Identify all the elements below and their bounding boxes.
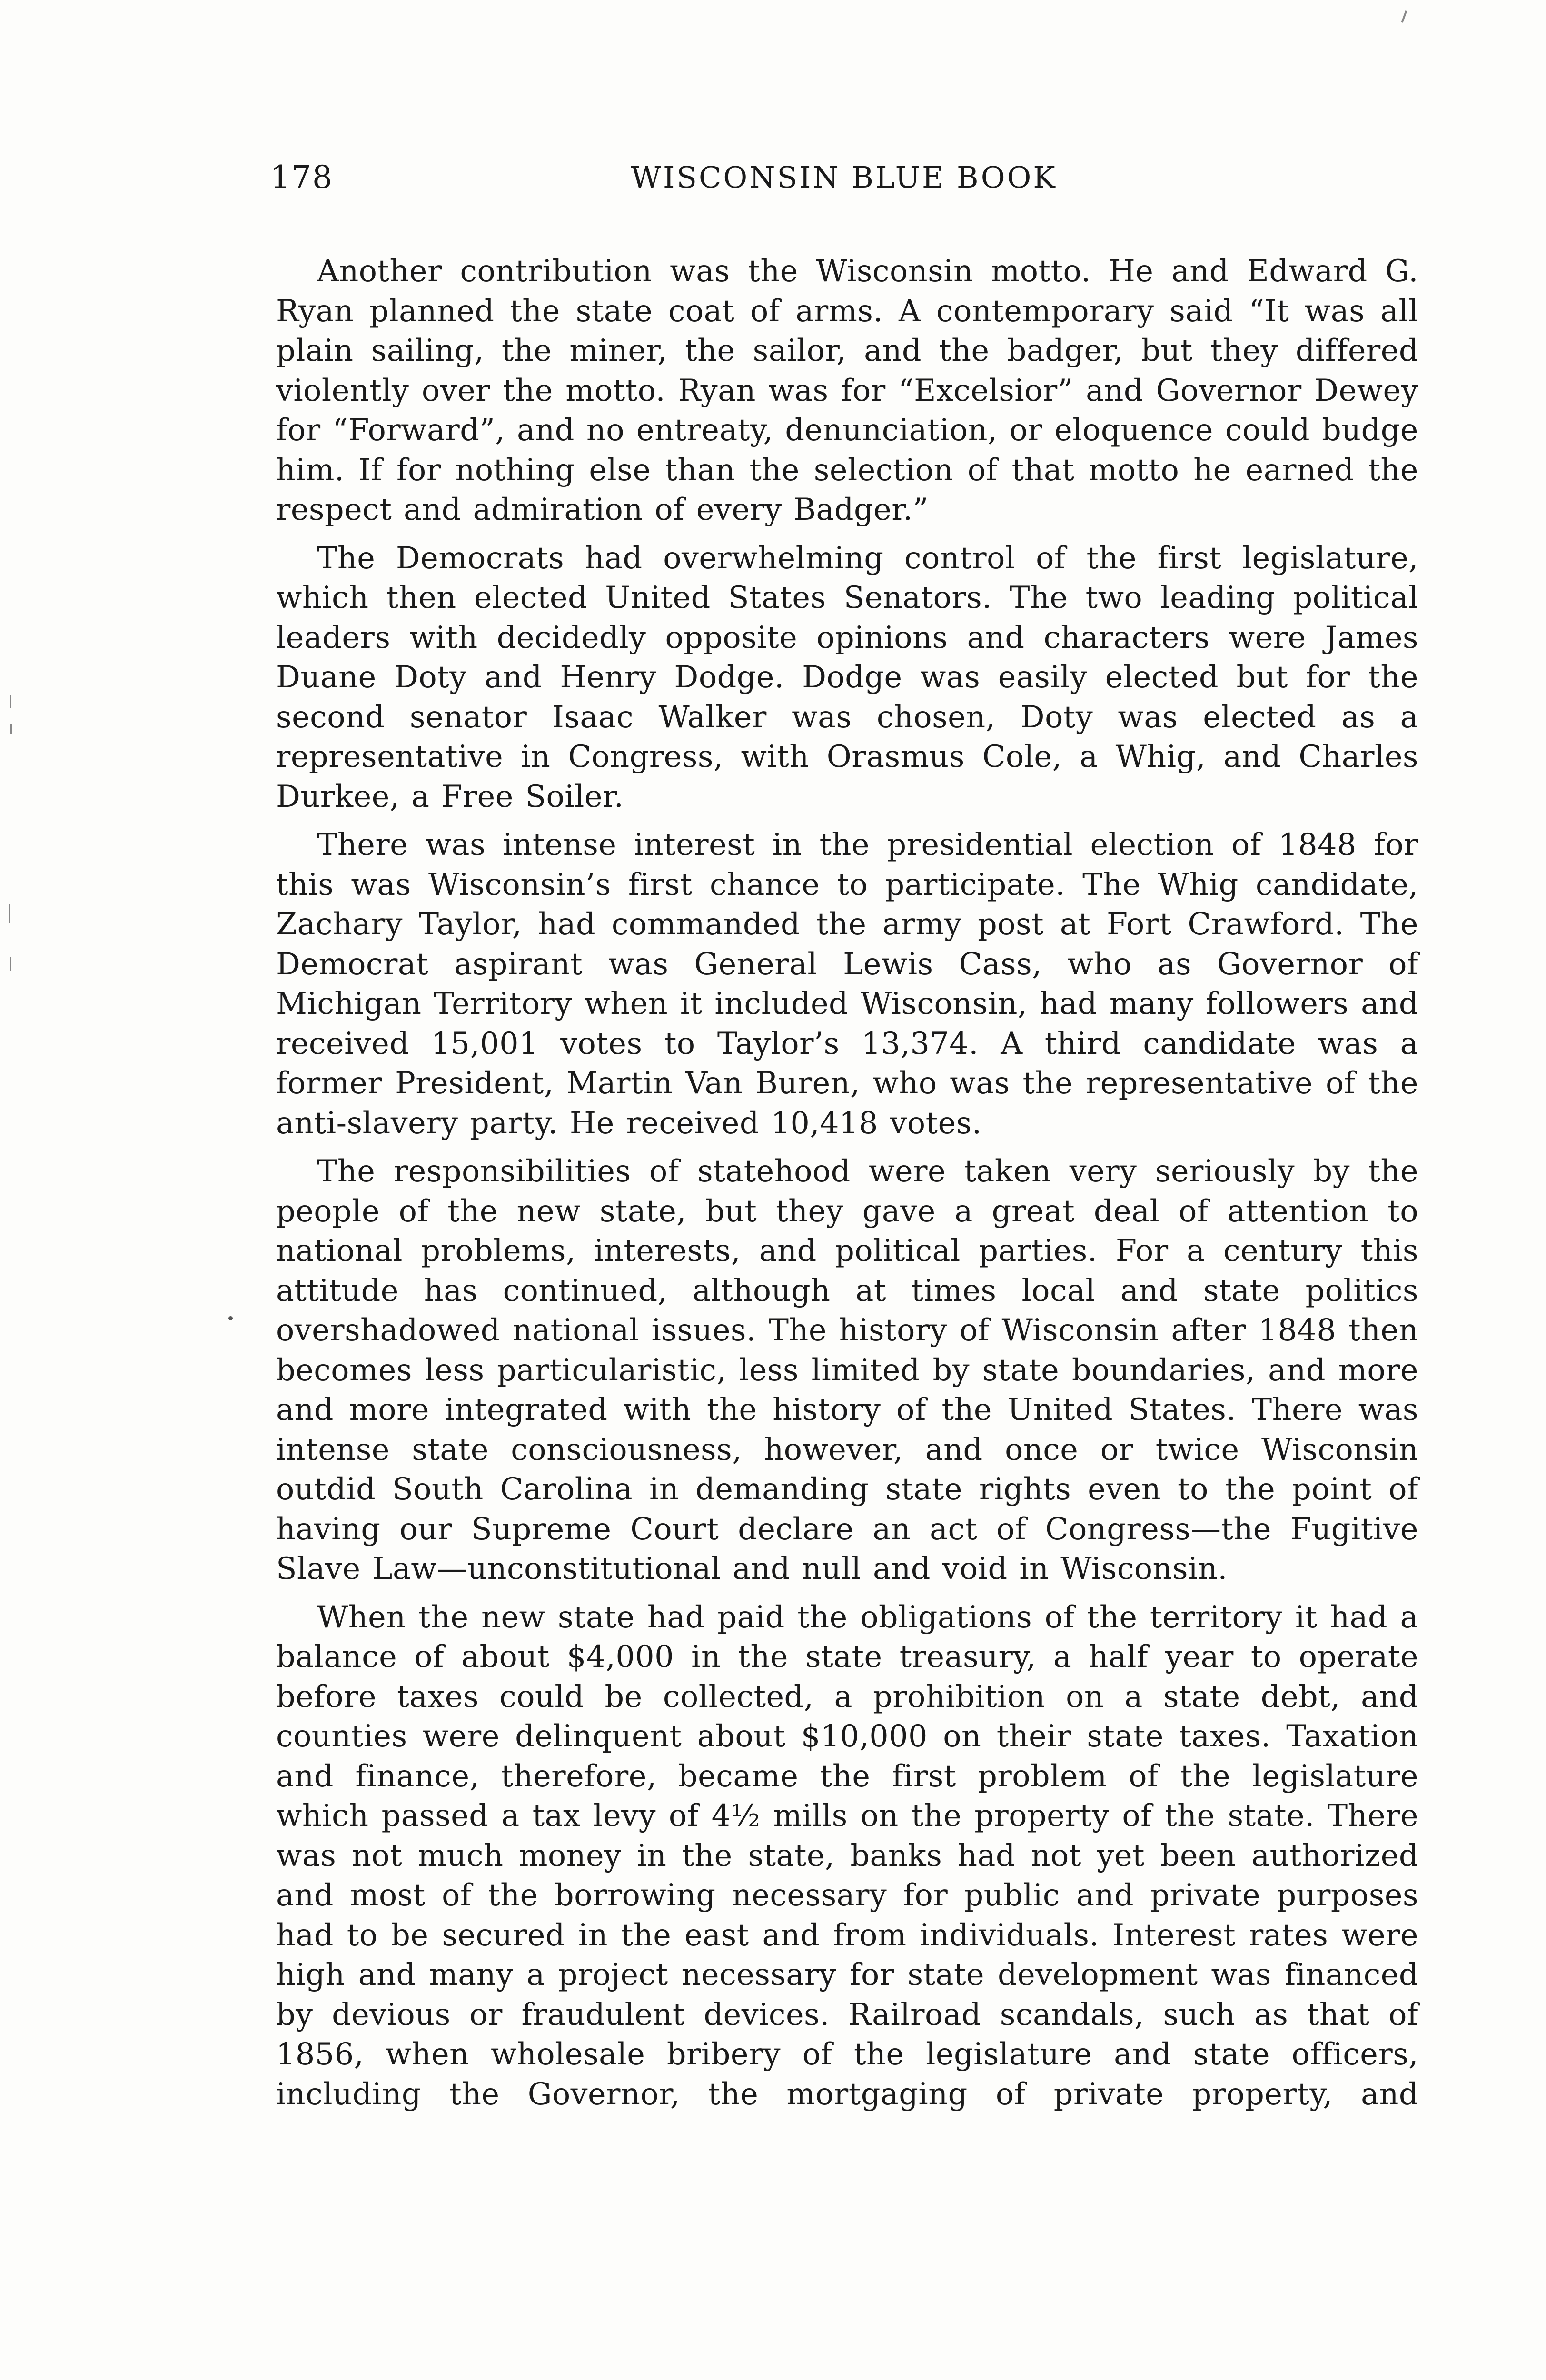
- paragraph-senators: The Democrats had overwhelming control of the first legislature, which then elected United States Senators. The two leading political leaders with decidedly opposite opinions and characters were James Duane Doty and Henry Dodge. Dodge was easily elected but for the second senator Isaac Walker was chosen, Doty was elected as a representative in Congress, with Orasmus Cole, a Whig, and Charles Durkee, a Free Soiler.: [276, 540, 1418, 814]
- page-header: [270, 151, 1417, 204]
- paragraph-motto: Another contribution was the Wisconsin motto. He and Edward G. Ryan planned the state coat of arms. A contemporary said “It was all plain sailing, the miner, the sailor, and the badger, but they differed violently over the motto. Ryan was for “Excelsior” and Governor Dewey for “Forward”, and no entreaty, denunciation, or eloquence could budge him. If for nothing else than the selection of that motto he earned the respect and admiration of every Badger.”: [276, 253, 1418, 527]
- corner-mark: [1401, 10, 1407, 23]
- paragraph-election-1848: There was intense interest in the presidential election of 1848 for this was Wisconsin’s first chance to participate. The Whig candidate, Zachary Taylor, had commanded the army post at Fort Crawford. The Democrat aspirant was General Lewis Cass, who as Governor of Michigan Territory when it included Wisconsin, had many followers and received 15,001 votes to Taylor’s 13,374. A third candidate was a former President, Martin Van Buren, who was the representative of the anti-slavery party. He received 10,418 votes.: [276, 827, 1418, 1140]
- page-number: 178: [270, 159, 333, 196]
- paragraph-statehood: The responsibilities of statehood were taken very seriously by the people of the new state, but they gave a great deal of attention to national problems, interests, and political parties. For a century this attitude has continued, although at times local and state politics overshadowed national issues. The history of Wisconsin after 1848 then becomes less particularistic, less limited by state boundaries, and more and more integrated with the history of the United States. There was intense state consciousness, however, and once or twice Wisconsin outdid South Carolina in demanding state rights even to the point of having our Supreme Court declare an act of Congress—the Fugitive Slave Law—unconstitutional and null and void in Wisconsin.: [276, 1153, 1418, 1586]
- margin-mark: [10, 695, 11, 708]
- margin-mark: [10, 724, 12, 734]
- stray-dot: [228, 1316, 233, 1320]
- body-text: [276, 251, 1418, 2122]
- running-title: WISCONSIN BLUE BOOK: [631, 160, 1057, 195]
- margin-mark: [9, 904, 10, 923]
- margin-mark: [10, 957, 11, 971]
- paragraph-finance: When the new state had paid the obligations of the territory it had a balance of about $4,000 in the state treasury, a half year to operate before taxes could be collected, a prohibition on a state debt, and counties were delinquent about $10,000 on their state taxes. Taxation and finance, therefore, became the first problem of the legislature which passed a tax levy of 4½ mills on the property of the state. There was not much money in the state, banks had not yet been authorized and most of the borrowing necessary for public and private purposes had to be secured in the east and from individuals. Interest rates were high and many a project necessary for state development was financed by devious or fraudulent devices. Railroad scandals, such as that of 1856, when wholesale bribery of the legislature and state officers, including the Governor, the mortgaging of private property, and: [276, 1599, 1418, 2112]
